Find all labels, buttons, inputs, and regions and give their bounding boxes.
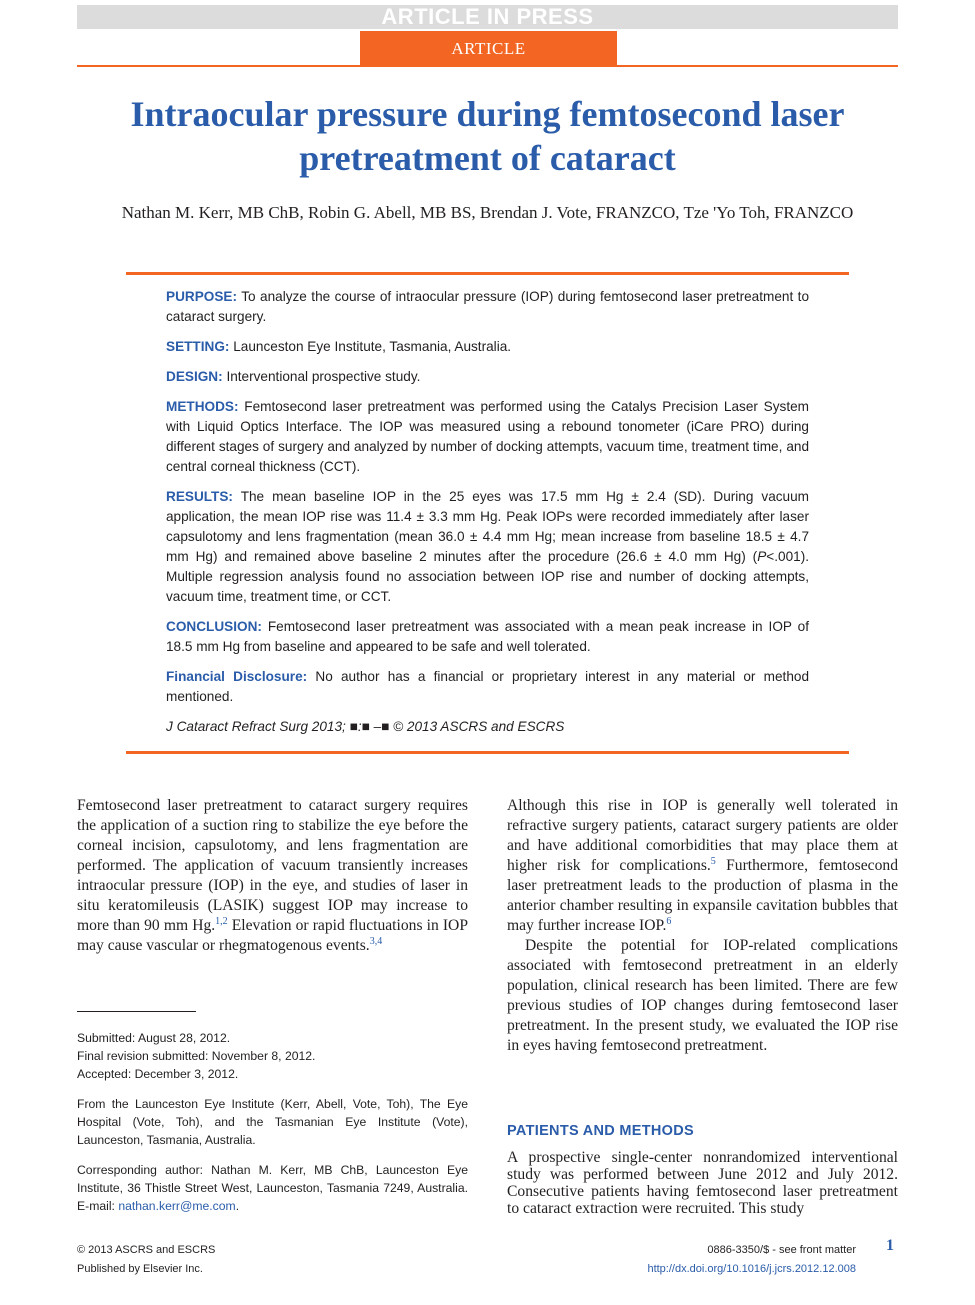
abstract-methods [166,397,809,477]
methods-paragraph-1: A prospective single-center nonrandomized interventional study was performed between June 2012 and July 2012. Consecutive patients having femtosecond laser pretreatment to cataract extraction were recruited. This study [507,1149,898,1217]
footer-copyright: © 2013 ASCRS and ESCRS [77,1244,216,1256]
conclusion-text: Femtosecond laser pretreatment was associated with a mean peak increase in IOP of 18.5 mm Hg from baseline and appeared to be safe and well tolerated. [166,619,809,654]
abstract-results [166,487,809,607]
author-list: Nathan M. Kerr, MB ChB, Robin G. Abell, MB BS, Brendan J. Vote, FRANZCO, Tze 'Yo Toh, FRANZCO [121,203,854,222]
reference-link[interactable]: 5 [710,855,716,867]
intro-paragraph-2 [507,796,898,936]
intro2-text-a: Although this rise in IOP is generally well tolerated in refractive surgery patients, cataract surgery patients are older and have additional comorbidities that may place them at higher risk for complications. [507,797,898,874]
intro-text-b: Elevation or rapid fluctuations in IOP may cause vascular or rhegmatogenous events. [77,917,468,954]
journal-citation: J Cataract Refract Surg 2013; ■:■ –■ © 2013 ASCRS and ESCRS [166,719,565,734]
submitted-date: Submitted: August 28, 2012. [77,1031,231,1045]
section-heading: PATIENTS AND METHODS [507,1123,694,1139]
header-divider [77,65,898,67]
abstract-bottom-rule [126,751,849,754]
results-text-b: <.001). Multiple regression analysis found no association between IOP rise and number of docking attempts, vacuum time, treatment time, or CCT. [166,549,809,604]
final-revision-date: Final revision submitted: November 8, 2012. [77,1049,316,1063]
abstract [166,287,809,747]
footer-left [77,1241,215,1279]
conclusion-label: CONCLUSION: [166,619,262,634]
results-label: RESULTS: [166,489,233,504]
intro-paragraph-3: Despite the potential for IOP-related complications associated with femtosecond pretreatment in an elderly population, clinical research has been limited. There are few previous studies of IOP changes during femtosecond laser pretreatment. In the present study, we evaluated the IOP rise in eyes having femtosecond pretreatment. [507,937,898,1054]
footer-issn: 0886-3350/$ - see front matter [707,1244,856,1256]
footer-right [647,1241,856,1279]
abstract-disclosure [166,667,809,707]
left-column [77,796,468,956]
email-link[interactable]: nathan.kerr@me.com [118,1199,236,1213]
results-text-a: The mean baseline IOP in the 25 eyes was 17.5 mm Hg ± 2.4 (SD). During vacuum application, the mean IOP rise was 11.4 ± 3.3 mm Hg. Peak IOPs were recorded immediately after laser capsulotomy and lens fragmentation (mean 36.0 ± 4.4 mm Hg; mean increase from baseline 18.5 ± 4.7 mm Hg) and remained above baseline 2 minutes after the procedure (26.6 ± 4.0 mm Hg) ( [166,489,809,564]
methods-column [507,1149,898,1217]
purpose-text: To analyze the course of intraocular pressure (IOP) during femtosecond laser pretreatment to cataract surgery. [166,289,810,324]
article-type-tab: ARTICLE [360,31,617,66]
intro-text-a: Femtosecond laser pretreatment to cataract surgery requires the application of a suction ring to stabilize the eye before the corneal incision, capsulotomy, and lens fragmentation are performed. The application of vacuum transiently increases intraocular pressure (IOP) in the eye, and studies of laser in situ keratomileusis (LASIK) suggest IOP may increase to more than 90 mm Hg. [77,797,468,934]
methods-text: Femtosecond laser pretreatment was performed using the Catalys Precision Laser System with Liquid Optics Interface. The IOP was measured using a rebound tonometer (iCare PRO) during different stages of surgery and analyzed by number of docking attempts, vacuum time, treatment time, and central corneal thickness (CCT). [166,399,809,474]
page-number: 1 [886,1237,894,1254]
abstract-design [166,367,809,387]
reference-link[interactable]: 6 [666,915,672,927]
intro2-text-b: Furthermore, femtosecond laser pretreatment leads to the production of plasma in the anterior chamber resulting in expansile cavitation bubbles that may further increase IOP. [507,857,898,934]
abstract-conclusion [166,617,809,657]
affiliation-note: From the Launceston Eye Institute (Kerr, Abell, Vote, Toh), The Eye Hospital (Vote, Toh), and the Tasmanian Eye Institute (Vote), Launceston, Tasmania, Australia. [77,1097,468,1147]
doi-link[interactable]: http://dx.doi.org/10.1016/j.jcrs.2012.12.008 [647,1263,856,1275]
right-column [507,796,898,1056]
corresponding-text: Corresponding author: Nathan M. Kerr, MB ChB, Launceston Eye Institute, 36 Thistle Street West, Launceston, Tasmania 7249, Australia. E-mail: [77,1163,468,1213]
article-title: Intraocular pressure during femtosecond laser pretreatment of cataract [130,94,845,178]
setting-label: SETTING: [166,339,230,354]
corresponding-author [77,1161,468,1215]
intro-paragraph-1 [77,796,468,956]
reference-link[interactable]: 3,4 [369,935,383,947]
article-in-press-banner: ARTICLE IN PRESS [77,5,898,29]
disclosure-label: Financial Disclosure: [166,669,308,684]
design-label: DESIGN: [166,369,223,384]
results-p-symbol: P [757,549,767,564]
abstract-setting [166,337,809,357]
abstract-top-rule [126,272,849,275]
dates-group [77,1029,468,1083]
footnote-divider [77,1011,196,1012]
design-text: Interventional prospective study. [226,369,421,384]
corresponding-tail: . [235,1199,240,1213]
setting-text: Launceston Eye Institute, Tasmania, Australia. [233,339,512,354]
disclosure-text: No author has a financial or proprietary interest in any material or method mentioned. [166,669,810,704]
footer-publisher: Published by Elsevier Inc. [77,1263,203,1275]
accepted-date: Accepted: December 3, 2012. [77,1067,239,1081]
abstract-purpose [166,287,809,327]
footnotes [77,1029,468,1227]
reference-link[interactable]: 1,2 [215,915,228,927]
methods-label: METHODS: [166,399,239,414]
purpose-label: PURPOSE: [166,289,238,304]
